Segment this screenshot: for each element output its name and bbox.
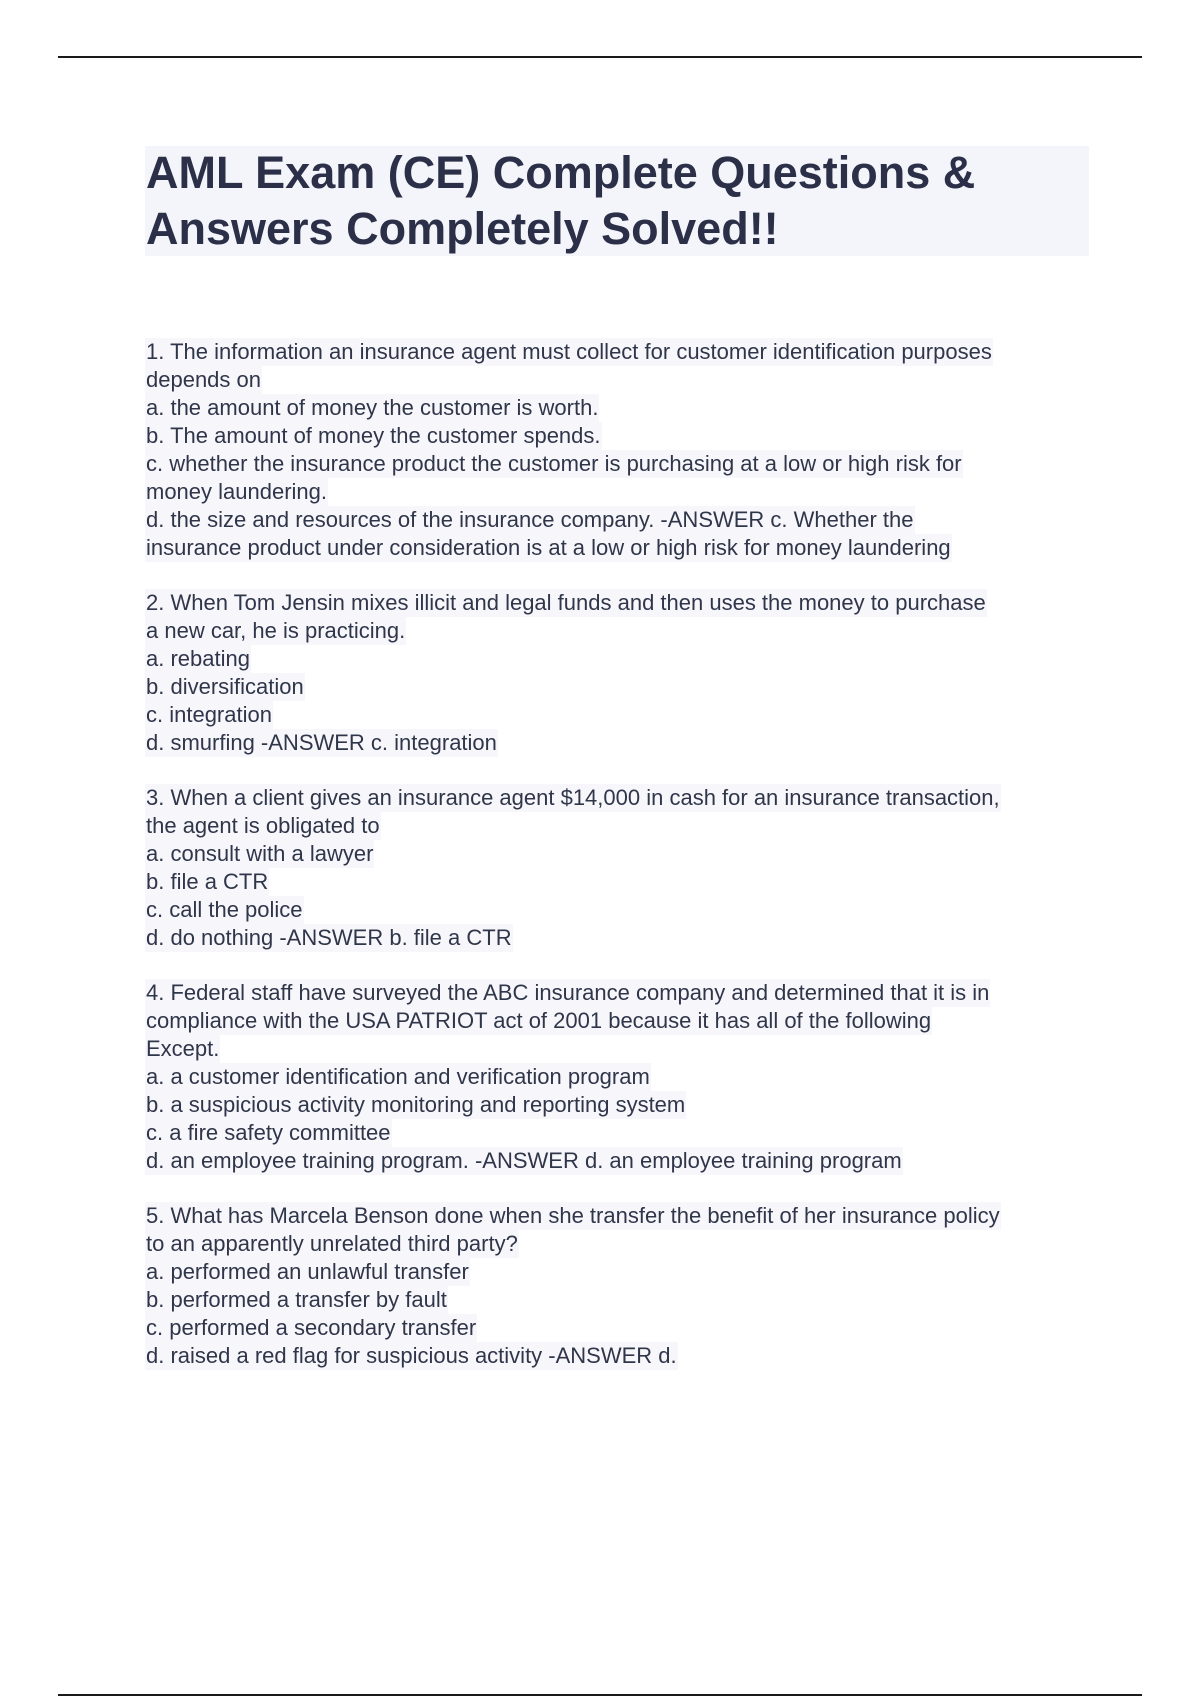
question-block [145,979,1095,1175]
question-line: d. the size and resources of the insurance company. -ANSWER c. Whether the [146,507,914,532]
question-block [145,784,1095,952]
header-rule [58,56,1142,58]
question-line: a. consult with a lawyer [146,841,374,866]
title-line: Answers Completely Solved!! [146,203,779,254]
question-line: c. call the police [146,897,303,922]
question-line: compliance with the USA PATRIOT act of 2001 because it has all of the following [146,1008,932,1033]
question-text: 1. The information an insurance agent must collect for customer identification purposes [146,339,992,364]
question-line: d. an employee training program. -ANSWER d. an employee training program [146,1148,902,1173]
question-line: insurance product under consideration is at a low or high risk for money laundering [146,535,951,560]
question-line: c. integration [146,702,272,727]
question-line: b. The amount of money the customer spends. [146,423,601,448]
question-line: d. do nothing -ANSWER b. file a CTR [146,925,512,950]
question-block [145,589,1095,757]
question-line: to an apparently unrelated third party? [146,1231,518,1256]
question-line: b. a suspicious activity monitoring and reporting system [146,1092,686,1117]
question-line: money laundering. [146,479,328,504]
question-line: c. whether the insurance product the customer is purchasing at a low or high risk for [146,451,962,476]
question-line: b. diversification [146,674,304,699]
question-line: a. the amount of money the customer is worth. [146,395,599,420]
question-line: Except. [146,1036,220,1061]
question-line: a. performed an unlawful transfer [146,1259,469,1284]
question-block [145,1202,1095,1370]
question-line: the agent is obligated to [146,813,380,838]
question-line: b. file a CTR [146,869,269,894]
document-title [146,145,1086,257]
question-line: c. a fire safety committee [146,1120,391,1145]
footer-rule [58,1694,1142,1696]
question-text: 3. When a client gives an insurance agent $14,000 in cash for an insurance transaction, [146,785,1000,810]
question-line: c. performed a secondary transfer [146,1315,477,1340]
question-line: d. smurfing -ANSWER c. integration [146,730,497,755]
question-line: a. a customer identification and verification program [146,1064,650,1089]
title-line: AML Exam (CE) Complete Questions & [146,147,976,198]
question-line: d. raised a red flag for suspicious activity -ANSWER d. [146,1343,677,1368]
question-text: 2. When Tom Jensin mixes illicit and legal funds and then uses the money to purchase [146,590,986,615]
questions-list [145,338,1095,1397]
question-text: 4. Federal staff have surveyed the ABC insurance company and determined that it is in [146,980,990,1005]
question-line: a new car, he is practicing. [146,618,406,643]
question-block [145,338,1095,562]
question-line: a. rebating [146,646,250,671]
question-line: depends on [146,367,261,392]
question-line: b. performed a transfer by fault [146,1287,447,1312]
question-text: 5. What has Marcela Benson done when she transfer the benefit of her insurance policy [146,1203,1000,1228]
